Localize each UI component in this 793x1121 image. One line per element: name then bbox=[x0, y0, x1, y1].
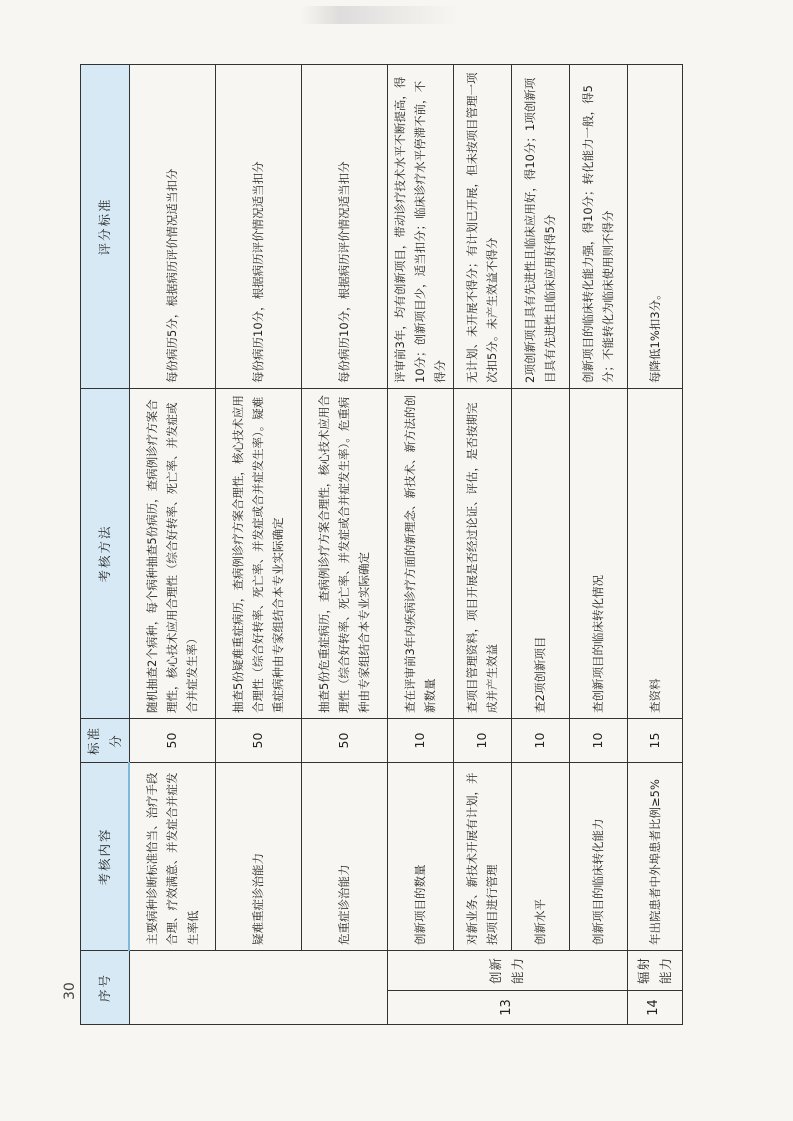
table-row bbox=[129, 64, 215, 1024]
criteria-cell: 每份病历10分，根据病历评价情况适当扣分 bbox=[301, 64, 387, 388]
score-cell: 50 bbox=[301, 718, 387, 762]
method-cell: 查2项创新项目 bbox=[511, 388, 569, 718]
method-cell: 查项目管理资料，项目开展是否经过论证、评估，是否按期完成并产生效益 bbox=[453, 388, 511, 718]
empty-serial-cell bbox=[129, 950, 387, 1024]
serial-number-14: 14 bbox=[627, 991, 682, 1025]
header-criteria: 评分标准 bbox=[81, 64, 130, 388]
header-serial: 序号 bbox=[81, 950, 130, 1024]
rotated-page bbox=[80, 65, 673, 1025]
page-number: 30 bbox=[62, 982, 78, 1000]
score-cell: 10 bbox=[453, 718, 511, 762]
score-cell: 15 bbox=[627, 718, 682, 762]
assessment-table bbox=[80, 64, 683, 1025]
method-cell: 抽查5份危重症病历，查病例诊疗方案合理性，核心技术应用合理性（综合好转率、死亡率、并发症或合并症发生率）。危重病种由专家组结合本专业实际确定 bbox=[301, 388, 387, 718]
criteria-cell: 每份病历5分，根据病历评价情况适当扣分 bbox=[129, 64, 215, 388]
content-cell: 危重症诊治能力 bbox=[301, 762, 387, 950]
header-content: 考核内容 bbox=[81, 762, 130, 950]
method-cell: 查资料 bbox=[627, 388, 682, 718]
content-cell: 创新水平 bbox=[511, 762, 569, 950]
criteria-cell: 评审前3年，均有创新项目，带动诊疗技术水平不断提高，得10分；创新项目少，适当扣分；临床诊疗水平停滞不前，不得分 bbox=[387, 64, 453, 388]
score-cell: 10 bbox=[387, 718, 453, 762]
score-cell: 50 bbox=[215, 718, 301, 762]
category-radiation: 辐射能力 bbox=[627, 950, 682, 990]
table-row bbox=[387, 64, 453, 1024]
content-cell: 创新项目的临床转化能力 bbox=[569, 762, 627, 950]
serial-number-13: 13 bbox=[387, 991, 627, 1025]
table-row bbox=[301, 64, 387, 1024]
table-header-row bbox=[81, 64, 130, 1024]
criteria-cell: 每降低1%扣3分。 bbox=[627, 64, 682, 388]
table-row bbox=[511, 64, 569, 1024]
table-row bbox=[453, 64, 511, 1024]
score-cell: 10 bbox=[569, 718, 627, 762]
criteria-cell: 每份病历10分，根据病历评价情况适当扣分 bbox=[215, 64, 301, 388]
content-cell: 主要病种诊断标准恰当、治疗手段合理、疗效满意、并发症合并症发生率低 bbox=[129, 762, 215, 950]
category-innovation: 创新能力 bbox=[387, 950, 627, 990]
content-cell: 疑难重症诊治能力 bbox=[215, 762, 301, 950]
table-row bbox=[569, 64, 627, 1024]
score-cell: 10 bbox=[511, 718, 569, 762]
content-cell: 对新业务、新技术开展有计划，并按项目进行管理 bbox=[453, 762, 511, 950]
criteria-cell: 无计划、未开展不得分；有计划已开展，但未按项目管理一项次扣5分。未产生效益不得分 bbox=[453, 64, 511, 388]
scan-artifact bbox=[300, 6, 460, 24]
criteria-cell: 创新项目的临床转化能力强，得10分；转化能力一般，得5分；不能转化为临床使用则不得分 bbox=[569, 64, 627, 388]
method-cell: 查创新项目的临床转化情况 bbox=[569, 388, 627, 718]
score-cell: 50 bbox=[129, 718, 215, 762]
method-cell: 查在评审前3年内疾病诊疗方面的新理念、新技术、新方法的创新数量 bbox=[387, 388, 453, 718]
header-score: 标准分 bbox=[81, 718, 130, 762]
header-method: 考核方法 bbox=[81, 388, 130, 718]
table-row bbox=[627, 64, 682, 1024]
table-row bbox=[215, 64, 301, 1024]
method-cell: 随机抽查2个病种，每个病种抽查5份病历，查病例诊疗方案合理性，核心技术应用合理性（综合好转率、死亡率、并发症或合并症发生率） bbox=[129, 388, 215, 718]
content-cell: 年出院患者中外埠患者比例≥5% bbox=[627, 762, 682, 950]
method-cell: 抽查5份疑难重症病历，查病例诊疗方案合理性，核心技术应用合理性（综合好转率、死亡率、并发症或合并症发生率）。疑难重症病种由专家组结合本专业实际确定 bbox=[215, 388, 301, 718]
criteria-cell: 2项创新项目具有先进性且临床应用好，得10分；1项创新项目具有先进性且临床应用好得5分 bbox=[511, 64, 569, 388]
content-cell: 创新项目的数量 bbox=[387, 762, 453, 950]
